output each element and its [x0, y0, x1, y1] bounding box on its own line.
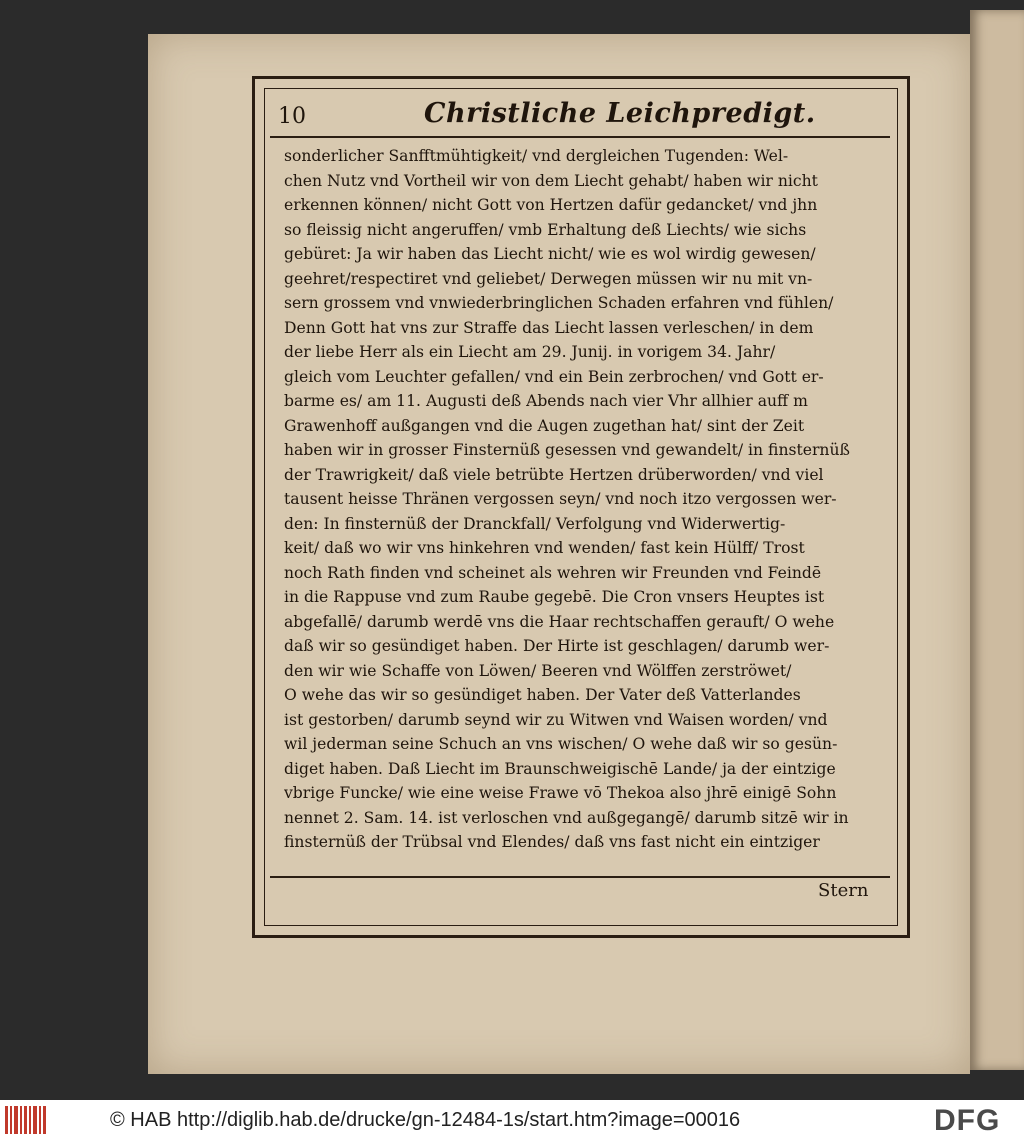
text-line: gleich vom Leuchter gefallen/ vnd ein Bein zerbrochen/ vnd Gott er-	[284, 367, 824, 386]
library-barcode-icon	[4, 1104, 48, 1136]
header-rule	[270, 136, 890, 138]
catchword: Stern	[818, 880, 869, 901]
text-line: gebüret: Ja wir haben das Liecht nicht/ wie es wol wirdig gewesen/	[284, 245, 816, 263]
footer-rule	[270, 876, 890, 878]
text-line: noch Rath finden vnd scheinet als wehren wir Freunden vnd Feindē	[284, 563, 822, 582]
text-line: chen Nutz vnd Vortheil wir von dem Liecht gehabt/ haben wir nicht	[284, 171, 818, 190]
text-line: Denn Gott hat vns zur Straffe das Liecht lassen verleschen/ in dem	[284, 318, 814, 337]
text-line: der Trawrigkeit/ daß viele betrübte Hertzen drüberworden/ vnd viel	[284, 465, 824, 484]
text-line: tausent heisse Thränen vergossen seyn/ vnd noch itzo vergossen wer-	[284, 490, 837, 508]
text-line: barme es/ am 11. Augusti deß Abends nach vier Vhr allhier auff m	[284, 392, 808, 410]
text-line: O wehe das wir so gesündiget haben. Der Vater deß Vatterlandes	[284, 686, 801, 704]
text-line: sern grossem vnd vnwiederbringlichen Schaden erfahren vnd fühlen/	[284, 294, 834, 312]
text-line: den: In finsternüß der Dranckfall/ Verfolgung vnd Widerwertig-	[284, 514, 786, 533]
text-line: ist gestorben/ darumb seynd wir zu Witwen vnd Waisen worden/ vnd	[284, 710, 828, 729]
text-line: erkennen können/ nicht Gott von Hertzen dafür gedancket/ vnd jhn	[284, 196, 818, 214]
text-line: keit/ daß wo wir vns hinkehren vnd wenden/ fast kein Hülff/ Trost	[284, 539, 805, 557]
copyright-link[interactable]: © HAB http://diglib.hab.de/drucke/gn-12484-1s/start.htm?image=00016	[110, 1109, 741, 1131]
dfg-logo: DFG	[934, 1104, 1001, 1137]
text-line: haben wir in grosser Finsternüß gesessen vnd gewandelt/ in finsternüß	[284, 441, 850, 459]
text-line: den wir wie Schaffe von Löwen/ Beeren vnd Wölffen zerströwet/	[284, 661, 792, 680]
page-number: 10	[278, 104, 306, 129]
text-line: finsternüß der Trübsal vnd Elendes/ daß vns fast nicht ein eintziger	[284, 833, 820, 851]
text-line: der liebe Herr als ein Liecht am 29. Junij. in vorigem 34. Jahr/	[284, 343, 776, 361]
text-line: sonderlicher Sanfftmühtigkeit/ vnd dergleichen Tugenden: Wel-	[284, 147, 789, 165]
body-text	[284, 144, 884, 855]
next-page-edge	[970, 10, 1024, 1070]
text-line: abgefallē/ darumb werdē vns die Haar rechtschaffen gerauft/ O wehe	[284, 612, 835, 631]
text-line: so fleissig nicht angeruffen/ vmb Erhaltung deß Liechts/ wie sichs	[284, 220, 807, 239]
text-line: daß wir so gesündiget haben. Der Hirte ist geschlagen/ darumb wer-	[284, 637, 830, 655]
text-line: wil jederman seine Schuch an vns wischen/ O wehe daß wir so gesün-	[284, 735, 838, 753]
running-title: Christliche Leichpredigt.	[424, 98, 816, 129]
text-line: nennet 2. Sam. 14. ist verloschen vnd außgegangē/ darumb sitzē wir in	[284, 808, 849, 827]
text-line: Grawenhoff außgangen vnd die Augen zugethan hat/ sint der Zeit	[284, 416, 805, 435]
text-line: vbrige Funcke/ wie eine weise Frawe vō Thekoa also jhrē einigē Sohn	[284, 784, 837, 802]
text-line: in die Rappuse vnd zum Raube gegebē. Die Cron vnsers Heuptes ist	[284, 588, 825, 606]
text-line: diget haben. Daß Liecht im Braunschweigischē Lande/ ja der eintzige	[284, 759, 836, 778]
text-line: geehret/respectiret vnd geliebet/ Derwegen müssen wir nu mit vn-	[284, 269, 813, 288]
